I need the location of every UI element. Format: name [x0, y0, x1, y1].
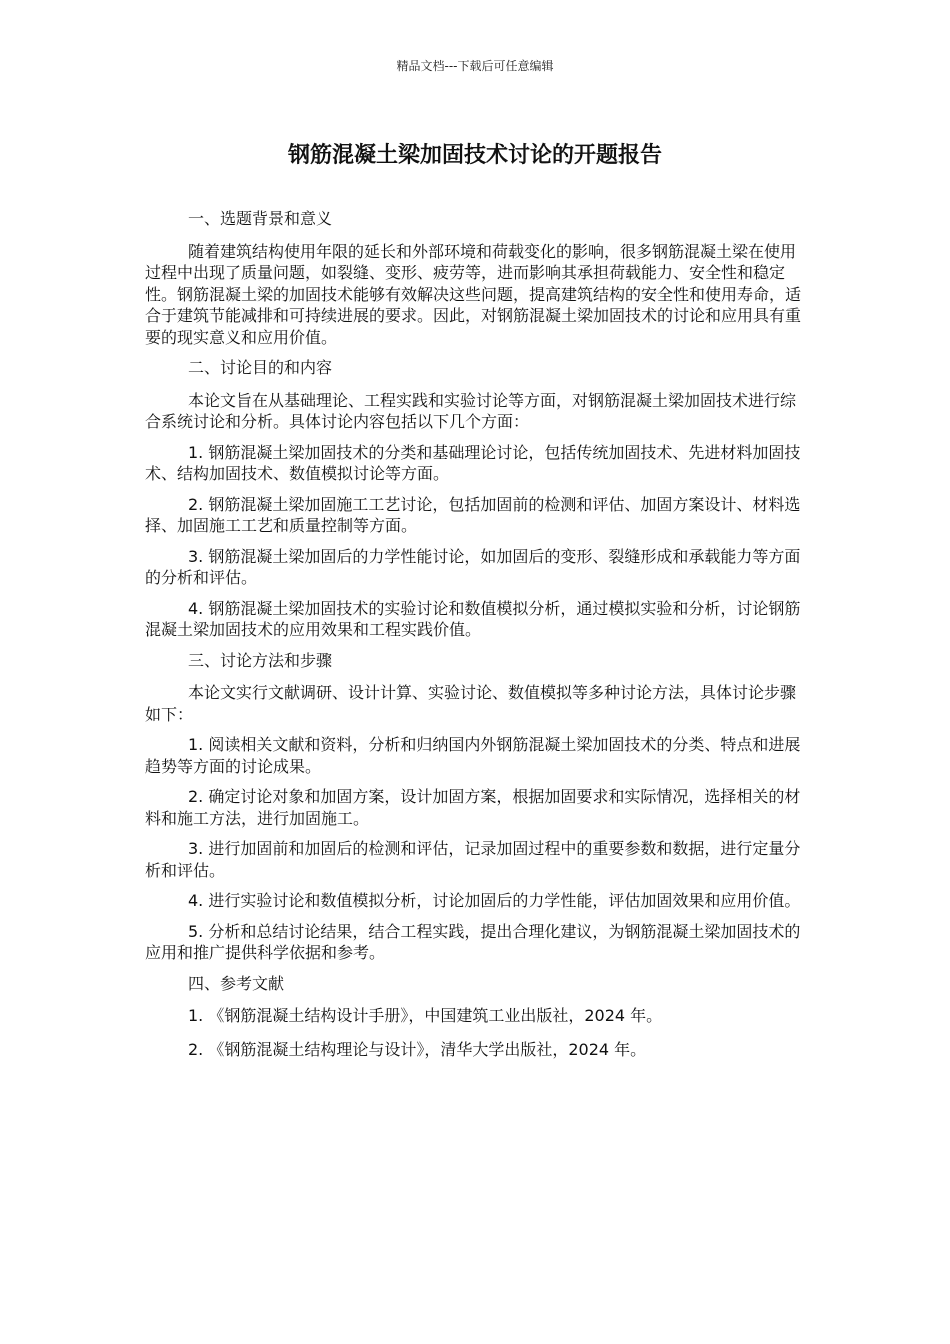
list-item-purpose-3: 3. 钢筋混凝土梁加固后的力学性能讨论，如加固后的变形、裂缝形成和承载能力等方面的分析和评估。	[145, 546, 801, 587]
reference-item-1: 1. 《钢筋混凝土结构设计手册》，中国建筑工业出版社，2024 年。	[188, 1006, 663, 1025]
paragraph-purpose-intro: 本论文旨在从基础理论、工程实践和实验讨论等方面，对钢筋混凝土梁加固技术进行综合系统讨论和分析。具体讨论内容包括以下几个方面：	[145, 390, 797, 431]
section-heading-methods: 三、讨论方法和步骤	[188, 650, 333, 670]
section-heading-purpose: 二、讨论目的和内容	[188, 358, 333, 377]
document-body	[145, 208, 807, 1072]
header-note: 精品文档---下载后可任意编辑	[396, 59, 554, 73]
list-item-purpose-1: 1. 钢筋混凝土梁加固技术的分类和基础理论讨论，包括传统加固技术、先进材料加固技术、结构加固技术、数值模拟讨论等方面。	[145, 442, 801, 483]
section-heading-background: 一、选题背景和意义	[188, 209, 333, 228]
document-title: 钢筋混凝土梁加固技术讨论的开题报告	[287, 143, 662, 168]
reference-item-2: 2. 《钢筋混凝土结构理论与设计》，清华大学出版社，2024 年。	[188, 1039, 647, 1059]
list-item-method-3: 3. 进行加固前和加固后的检测和评估，记录加固过程中的重要参数和数据，进行定量分析和评估。	[145, 839, 801, 880]
paragraph-background: 随着建筑结构使用年限的延长和外部环境和荷载变化的影响，很多钢筋混凝土梁在使用过程中出现了质量问题，如裂缝、变形、疲劳等，进而影响其承担荷载能力、安全性和稳定性。钢筋混凝土梁的加固技术能够有效解决这些问题，提高建筑结构的安全性和使用寿命，适合于建筑节能减排和可持续进展的要求。因此，对钢筋混凝土梁加固技术的讨论和应用具有重要的现实意义和应用价值。	[145, 241, 802, 347]
section-heading-references: 四、参考文献	[188, 973, 285, 993]
list-item-method-4: 4. 进行实验讨论和数值模拟分析，讨论加固后的力学性能，评估加固效果和应用价值。	[188, 891, 801, 910]
paragraph-methods-intro: 本论文实行文献调研、设计计算、实验讨论、数值模拟等多种讨论方法，具体讨论步骤如下：	[145, 683, 797, 724]
list-item-method-1: 1. 阅读相关文献和资料，分析和归纳国内外钢筋混凝土梁加固技术的分类、特点和进展趋势等方面的讨论成果。	[145, 735, 801, 776]
list-item-method-2: 2. 确定讨论对象和加固方案，设计加固方案，根据加固要求和实际情况，选择相关的材料和施工方法，进行加固施工。	[145, 787, 801, 828]
list-item-purpose-2: 2. 钢筋混凝土梁加固施工工艺讨论，包括加固前的检测和评估、加固方案设计、材料选择、加固施工工艺和质量控制等方面。	[145, 494, 801, 535]
list-item-method-5: 5. 分析和总结讨论结果，结合工程实践，提出合理化建议，为钢筋混凝土梁加固技术的应用和推广提供科学依据和参考。	[145, 921, 801, 962]
list-item-purpose-4: 4. 钢筋混凝土梁加固技术的实验讨论和数值模拟分析，通过模拟实验和分析，讨论钢筋混凝土梁加固技术的应用效果和工程实践价值。	[145, 598, 801, 639]
